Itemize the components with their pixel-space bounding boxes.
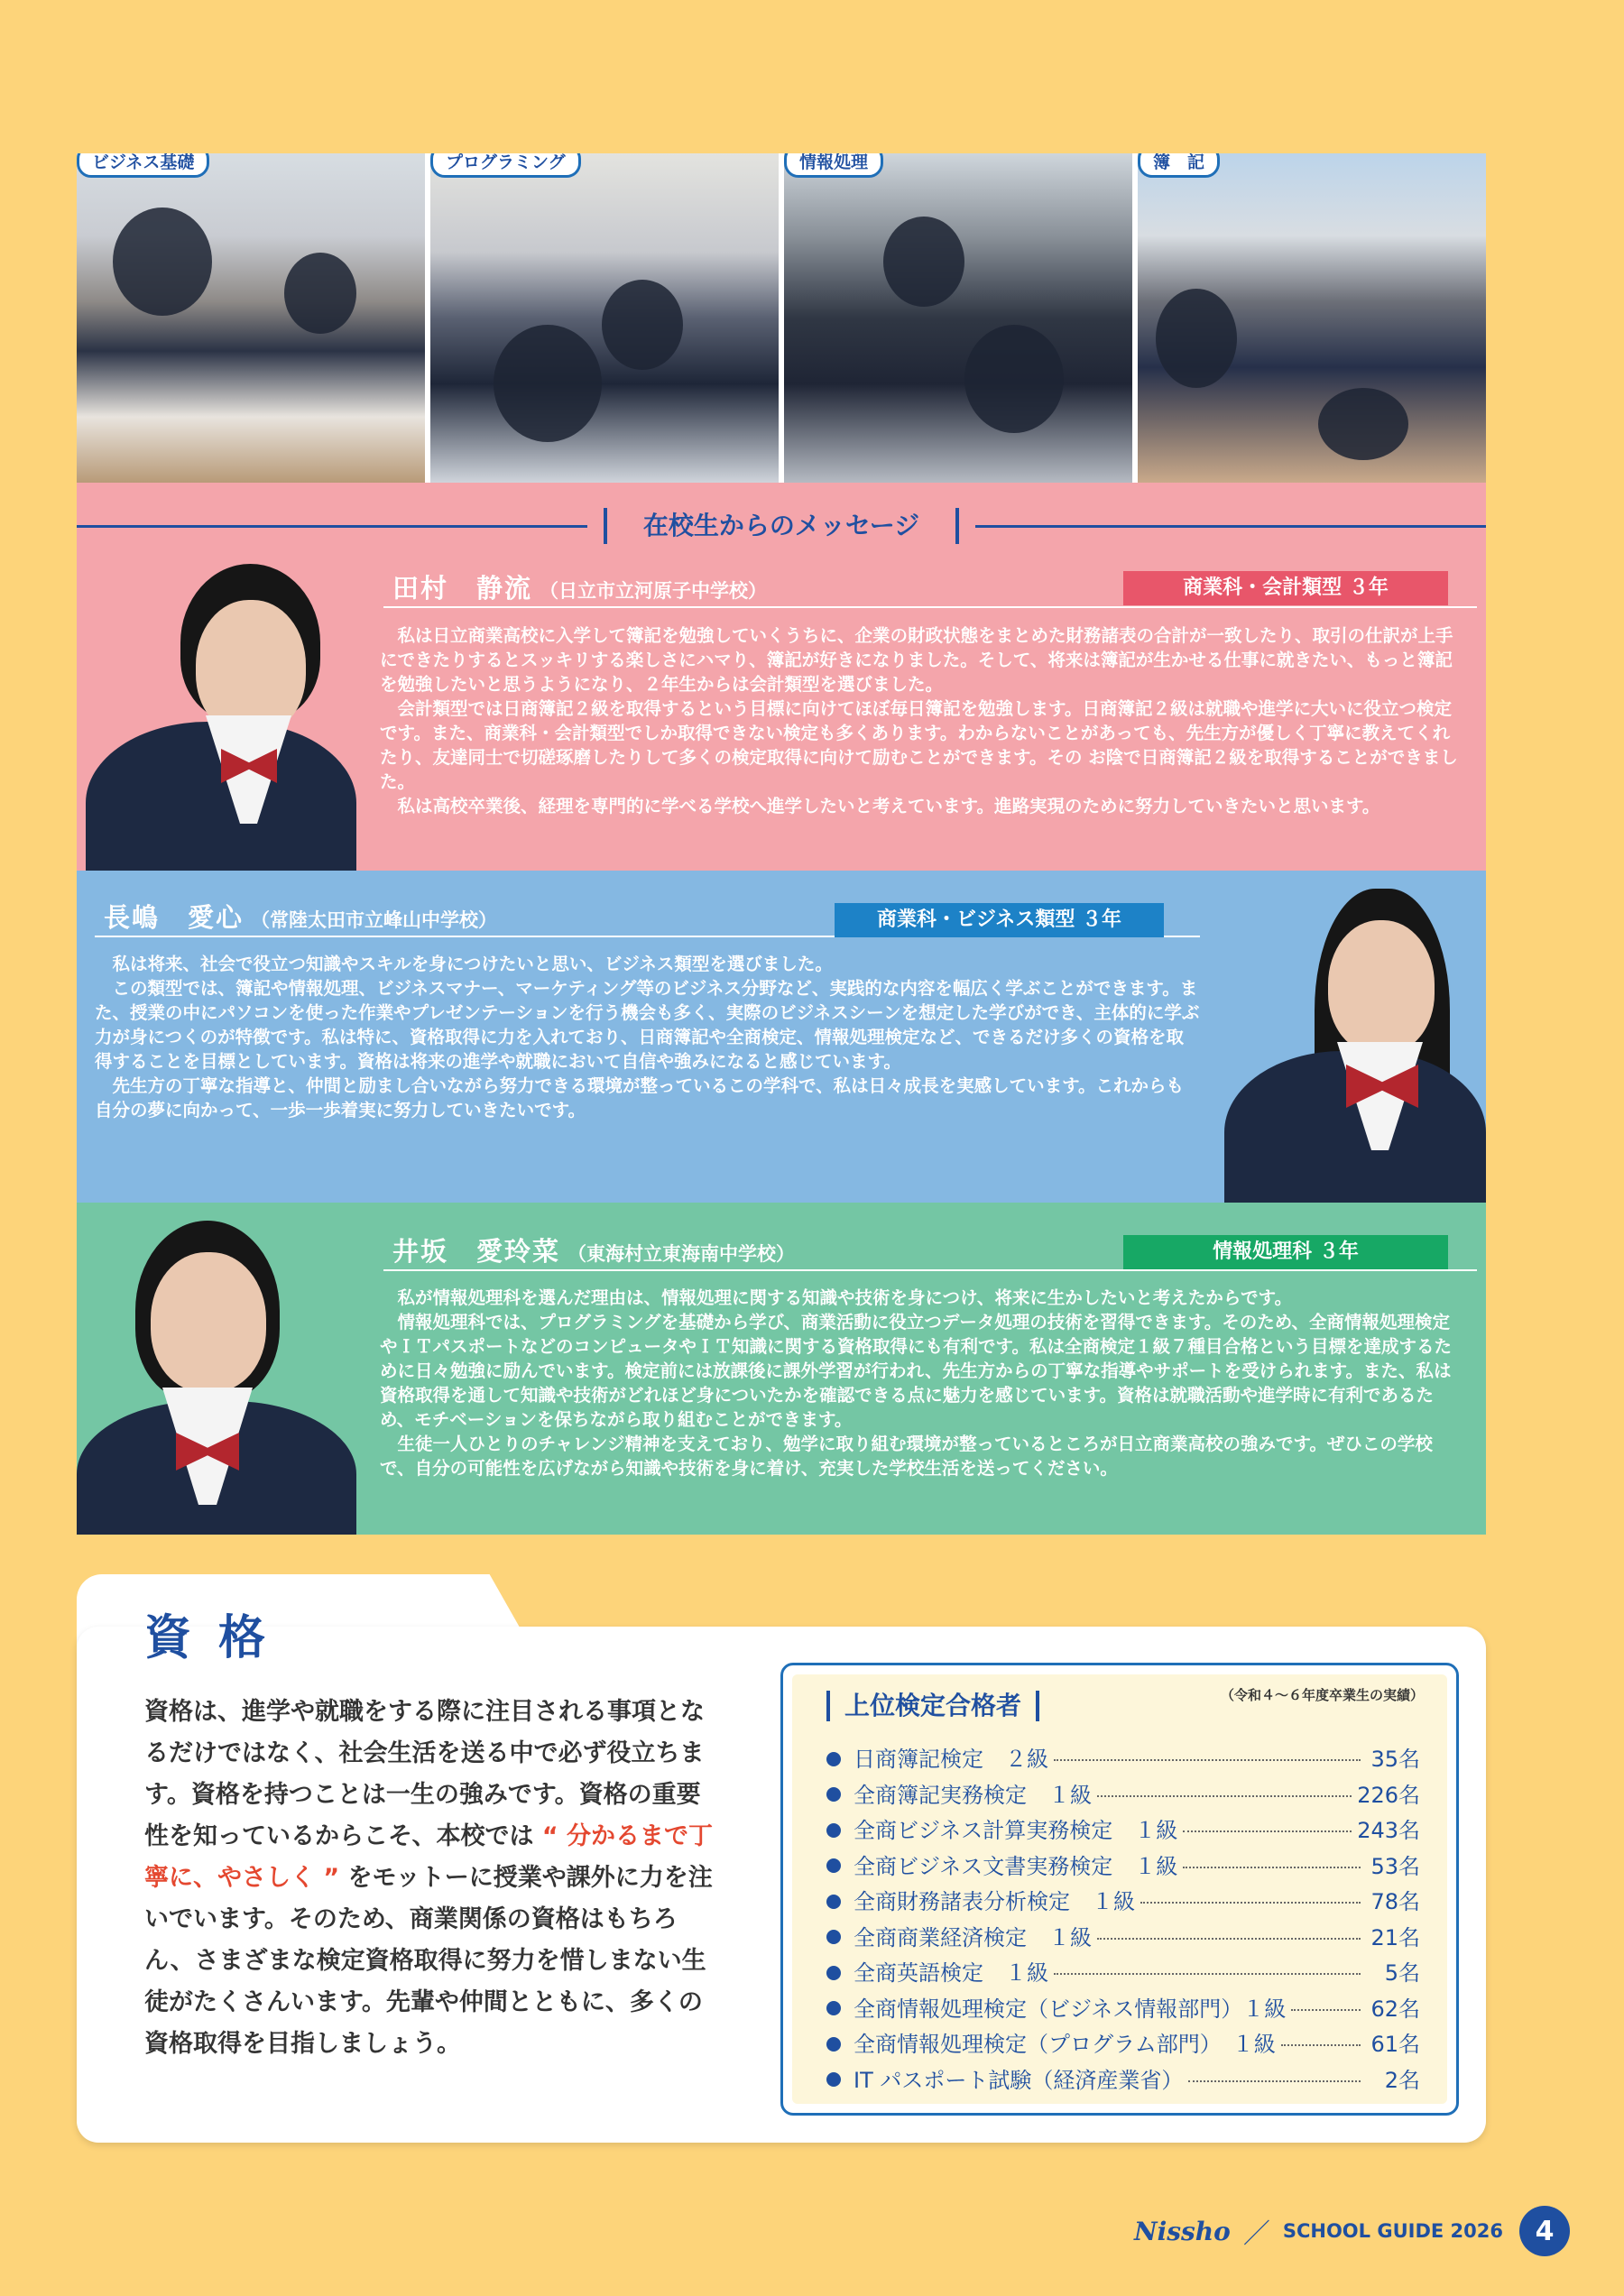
result-label: 日商簿記検定 ２級 — [854, 1747, 1048, 1772]
result-label: 全商簿記実務検定 １級 — [854, 1782, 1092, 1808]
result-count: 78名 — [1370, 1889, 1420, 1914]
leader-dots — [1097, 1795, 1352, 1797]
description-text: をモットーに授業や課外に力を注いでいます。そのため、商業関係の資格はもちろん、さまざまな検定資格取得に努力を惜しまない生徒がたくさんいます。先輩や仲間とともに、多くの資格取得を目指しましょう。 — [144, 1864, 713, 2058]
photo-information-processing — [784, 153, 1132, 483]
classroom-photo — [784, 153, 1132, 483]
brand-logo: Nissho — [1134, 2216, 1231, 2246]
student-portrait — [1215, 871, 1486, 1203]
message-paragraph: 生徒一人ひとりのチャレンジ精神を支えており、勉学に取り組む環境が整っているところが日立商業高校の強みです。ぜひこの学校で、自分の可能性を広げながら知識や技術を身に着け、充実した学校生活を送ってください。 — [380, 1434, 1433, 1479]
student-message-2 — [77, 871, 1486, 1203]
result-label: 全商商業経済検定 １級 — [854, 1924, 1092, 1950]
bullet-icon — [826, 2001, 841, 2015]
result-item — [826, 2026, 1420, 2062]
student-school: （日立市立河原子中学校） — [540, 580, 768, 602]
classroom-photo — [430, 153, 779, 483]
leader-dots — [1188, 2080, 1361, 2082]
message-paragraph: 先生方の丁寧な指導と、仲間と励まし合いながら努力できる環境が整っているこの学科で、私は日々成長を実感しています。これからも自分の夢に向かって、一歩一歩着実に努力していきたいです。 — [95, 1075, 1185, 1120]
bullet-icon — [826, 2072, 841, 2087]
leader-dots — [1054, 1973, 1361, 1975]
qualifications-heading: 資格 — [144, 1611, 293, 1665]
student-message-1 — [77, 564, 1486, 871]
divider — [975, 525, 1486, 528]
result-count: 53名 — [1370, 1853, 1420, 1879]
result-label: 全商英語検定 １級 — [854, 1960, 1048, 1986]
results-note: （令和４～６年度卒業生の実績） — [1220, 1687, 1424, 1703]
bullet-icon — [826, 2037, 841, 2052]
message-paragraph: 私は高校卒業後、経理を専門的に学べる学校へ進学したいと考えています。進路実現のために努力していきたいと思います。 — [397, 796, 1380, 816]
bullet-icon — [826, 1823, 841, 1838]
result-count: 226名 — [1357, 1782, 1420, 1808]
student-name: 井坂 愛玲菜 — [392, 1236, 561, 1267]
result-count: 2名 — [1384, 2067, 1420, 2093]
result-item — [826, 1741, 1420, 1777]
message-header — [77, 483, 1486, 564]
result-label: 全商財務諸表分析検定 １級 — [854, 1889, 1135, 1914]
page-number: 4 — [1519, 2206, 1570, 2256]
leader-dots — [1140, 1902, 1361, 1904]
photo-business-basics — [77, 153, 425, 483]
bullet-icon — [826, 1858, 841, 1873]
message-paragraph: 会計類型では日商簿記２級を取得するという目標に向けてほぼ毎日簿記を勉強します。日商簿記２級は就職や進学に大いに役立つ検定です。また、商業科・会計類型でしか取得できない検定も多くあります。わからないことがあっても、先生方が優しく丁寧に教えてくれたり、友達同士で切磋琢磨したりして多くの検定取得に向けて励むことができます。その お陰で日商簿記２級を取得することができました。 — [380, 698, 1458, 792]
bullet-icon — [826, 1752, 841, 1766]
message-paragraph: 情報処理科では、プログラミングを基礎から学び、商業活動に役立つデータ処理の技術を習得できます。そのため、全商情報処理検定やＩＴパスポートなどのコンピュータやＩＴ知識に関する資格取得にも有利です。私は全商検定１級７種目合格という目標を達成するために日々勉強に励んでいます。検定前には放課後に課外学習が行われ、先生方からの丁寧な指導やサポートを受けられます。また、私は資格取得を通して知識や技術がどれほど身についたかを確認できる点に魅力を感じています。資格は就職活動や進学時に有利であるため、モチベーションを保ちながら取り組むことができます。 — [380, 1312, 1452, 1430]
result-count: 5名 — [1384, 1960, 1420, 1986]
leader-dots — [1281, 2044, 1361, 2046]
result-item — [826, 1884, 1420, 1920]
motto: “ 分かるまで丁寧に、やさしく ” — [144, 1822, 714, 1892]
result-item — [826, 2062, 1420, 2098]
bullet-icon — [826, 1966, 841, 1980]
photo-tag: ビジネス基礎 — [77, 153, 209, 178]
photo-programming — [430, 153, 779, 483]
student-portrait — [77, 1203, 365, 1535]
classroom-photo — [77, 153, 425, 483]
message-body — [380, 1286, 1463, 1480]
name-underline — [383, 606, 1477, 608]
student-name: 長嶋 愛心 — [104, 902, 245, 933]
leader-dots — [1291, 2009, 1361, 2011]
course-badge: 商業科・会計類型 ３年 — [1123, 571, 1448, 605]
message-body — [380, 623, 1463, 818]
course-badge: 商業科・ビジネス類型 ３年 — [835, 903, 1164, 937]
result-label: IT パスポート試験（経済産業省） — [854, 2067, 1184, 2093]
section-title: 在校生からのメッセージ — [604, 508, 959, 544]
bullet-icon — [826, 1787, 841, 1802]
message-paragraph: 私は日立商業高校に入学して簿記を勉強していくうちに、企業の財政状態をまとめた財務諸表の合計が一致したり、取引の仕訳が上手にできたりするとスッキリする楽しさにハマり、簿記が好きになりました。そして、将来は簿記が生かせる仕事に就きたい、もっと簿記を勉強したいと思うようになり、２年生からは会計類型を選びました。 — [380, 625, 1453, 695]
leader-dots — [1183, 1830, 1352, 1832]
separator: ／ — [1242, 2218, 1270, 2250]
divider — [77, 525, 587, 528]
photo-bookkeeping — [1138, 153, 1486, 483]
leader-dots — [1097, 1938, 1361, 1940]
results-title: 上位検定合格者 — [826, 1691, 1039, 1721]
result-item — [826, 1955, 1420, 1991]
bullet-icon — [826, 1895, 841, 1909]
result-item — [826, 1812, 1420, 1849]
qualifications-card — [77, 1574, 1486, 2143]
photo-tag: 簿 記 — [1138, 153, 1220, 178]
result-item — [826, 1849, 1420, 1885]
qualifications-description — [144, 1692, 722, 2065]
result-count: 21名 — [1370, 1924, 1420, 1950]
student-portrait — [77, 564, 356, 871]
result-count: 35名 — [1370, 1747, 1420, 1772]
results-list — [826, 1741, 1420, 2098]
results-box — [780, 1663, 1459, 2116]
result-item — [826, 1920, 1420, 1956]
photo-tag: プログラミング — [430, 153, 581, 178]
result-item — [826, 1991, 1420, 2027]
photo-strip — [77, 153, 1486, 483]
result-count: 62名 — [1370, 1996, 1420, 2022]
student-message-3 — [77, 1203, 1486, 1535]
photo-tag: 情報処理 — [784, 153, 883, 178]
result-count: 61名 — [1370, 2032, 1420, 2057]
name-underline — [383, 1269, 1477, 1271]
student-school: （東海村立東海南中学校） — [567, 1243, 796, 1265]
description-text: 資格は、進学や就職をする際に注目される事項となるだけではなく、社会生活を送る中で必ず役立ちます。資格を持つことは一生の強みです。資格の重要性を知っているからこそ、本校では — [144, 1698, 705, 1850]
message-body — [95, 952, 1200, 1122]
student-name: 田村 静流 — [392, 573, 533, 604]
result-count: 243名 — [1357, 1818, 1420, 1843]
leader-dots — [1054, 1759, 1361, 1761]
message-paragraph: 私は将来、社会で役立つ知識やスキルを身につけたいと思い、ビジネス類型を選びました。 — [112, 954, 833, 974]
bullet-icon — [826, 1930, 841, 1944]
guide-title: SCHOOL GUIDE 2026 — [1282, 2220, 1503, 2242]
message-paragraph: 私が情報処理科を選んだ理由は、情報処理に関する知識や技術を身につけ、将来に生かしたいと考えたからです。 — [397, 1287, 1293, 1308]
leader-dots — [1183, 1867, 1361, 1868]
page-footer — [1134, 2206, 1570, 2256]
result-label: 全商ビジネス計算実務検定 １級 — [854, 1818, 1178, 1843]
result-label: 全商情報処理検定（プログラム部門） １級 — [854, 2032, 1276, 2057]
message-paragraph: この類型では、簿記や情報処理、ビジネスマナー、マーケティング等のビジネス分野など、実践的な内容を幅広く学ぶことができます。また、授業の中にパソコンを使った作業やプレゼンテーションを行う機会も多く、実際のビジネスシーンを想定した学びができ、主体的に学ぶ力が身につくのが特徴です。私は特に、資格取得に力を入れており、日商簿記や全商検定、情報処理検定など、できるだけ多くの資格を取得することを目標としています。資格は将来の進学や就職において自信や強みになると感じています。 — [95, 978, 1200, 1072]
result-item — [826, 1777, 1420, 1813]
classroom-photo — [1138, 153, 1486, 483]
course-badge: 情報処理科 ３年 — [1123, 1235, 1448, 1269]
result-label: 全商ビジネス文書実務検定 １級 — [854, 1853, 1178, 1879]
student-school: （常陸太田市立峰山中学校） — [251, 909, 498, 931]
result-label: 全商情報処理検定（ビジネス情報部門）１級 — [854, 1996, 1287, 2022]
